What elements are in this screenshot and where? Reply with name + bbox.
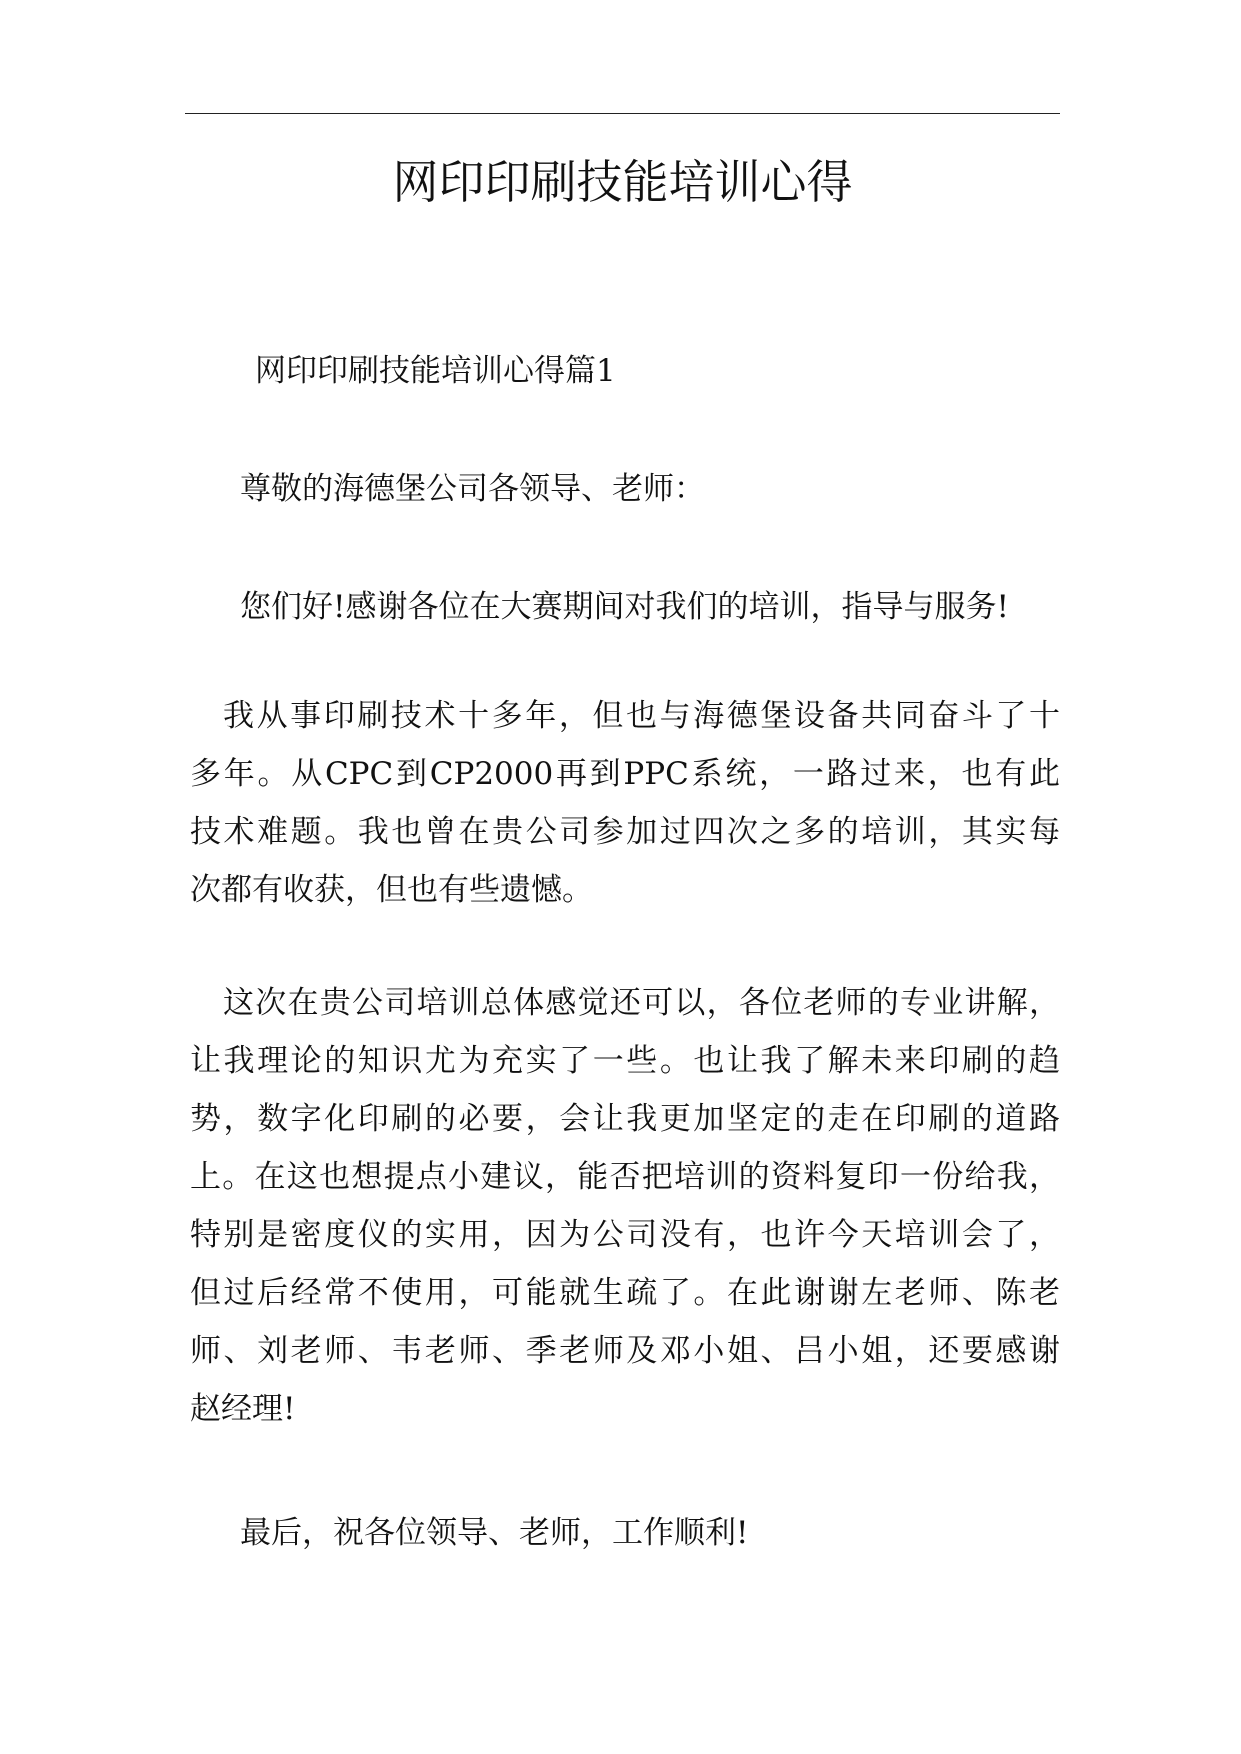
page-title: 网印印刷技能培训心得 — [392, 155, 853, 209]
salutation: 尊敬的海德堡公司各领导、老师： — [240, 471, 705, 507]
paragraph-line: 让我理论的知识尤为充实了一些。也让我了解未来印刷的趋 — [190, 1043, 1060, 1079]
paragraph-line: 上。在这也想提点小建议，能否把培训的资料复印一份给我， — [190, 1159, 1060, 1195]
paragraph-2 — [190, 974, 1060, 1438]
paragraph-line: 技术难题。我也曾在贵公司参加过四次之多的培训，其实每 — [190, 814, 1060, 850]
paragraph-line: 我从事印刷技术十多年，但也与海德堡设备共同奋斗了十 — [223, 698, 1060, 734]
header-rule — [185, 113, 1060, 114]
paragraph-line: 特别是密度仪的实用，因为公司没有，也许今天培训会了， — [190, 1217, 1060, 1253]
paragraph-line: 多年。从CPC到CP2000再到PPC系统，一路过来，也有此 — [190, 756, 1060, 792]
paragraph-line: 但过后经常不使用，可能就生疏了。在此谢谢左老师、陈老 — [190, 1275, 1060, 1311]
paragraph-line: 次都有收获，但也有些遗憾。 — [190, 872, 593, 908]
section-subtitle: 网印印刷技能培训心得篇1 — [255, 353, 616, 389]
paragraph-1 — [190, 687, 1060, 919]
greeting: 您们好!感谢各位在大赛期间对我们的培训，指导与服务! — [240, 589, 1009, 625]
paragraph-line: 势，数字化印刷的必要，会让我更加坚定的走在印刷的道路 — [190, 1101, 1060, 1137]
paragraph-line: 师、刘老师、韦老师、季老师及邓小姐、吕小姐，还要感谢 — [190, 1333, 1060, 1369]
closing: 最后，祝各位领导、老师，工作顺利! — [240, 1515, 749, 1551]
paragraph-line: 这次在贵公司培训总体感觉还可以，各位老师的专业讲解， — [223, 985, 1060, 1021]
paragraph-line: 赵经理! — [190, 1391, 296, 1427]
